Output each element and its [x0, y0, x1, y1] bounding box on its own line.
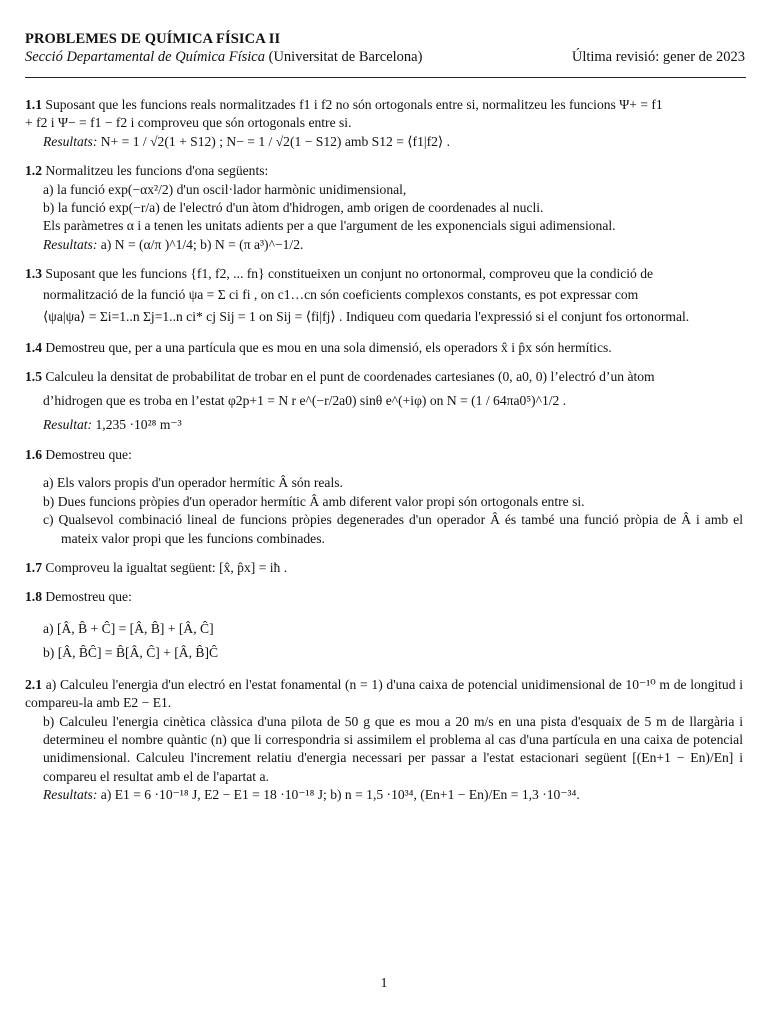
- subitem-b: b) la funció exp(−r/a) de l'electró d'un àtom d'hidrogen, amb origen de coordenades al nucli.: [43, 200, 544, 216]
- problem-text-line: Demostreu que, per a una partícula que es mou en una sola dimensió, els operadors x̂ i p̂x són hermítics.: [45, 339, 612, 355]
- document-title: PROBLEMES DE QUÍMICA FÍSICA II: [25, 31, 281, 47]
- problem-text-line: Suposant que les funcions reals normalitzades f1 i f2 no són ortogonals entre si, normalitzeu les funcions Ψ+ = f1: [45, 97, 663, 112]
- subitem-a: a) [Â, B̂ + Ĉ] = [Â, B̂] + [Â, Ĉ]: [43, 620, 214, 636]
- result-line: [25, 416, 743, 434]
- problem-number: 1.3: [25, 266, 42, 282]
- problem-number: 1.5: [25, 369, 42, 385]
- revision-date: Última revisió: gener de 2023: [571, 49, 745, 65]
- subitem-b: b) Dues funcions pròpies d'un operador hermític Â amb diferent valor propi són ortogonals entre si.: [43, 493, 585, 509]
- problem-number: 1.4: [25, 339, 42, 355]
- subitem-b: b) [Â, B̂Ĉ] = B̂[Â, Ĉ] + [Â, B̂]Ĉ: [43, 644, 219, 660]
- problem-1-4: [25, 339, 743, 357]
- problem-number: 1.2: [25, 163, 42, 179]
- header-divider: [25, 77, 746, 78]
- problem-1-7: [25, 559, 743, 577]
- problem-text-line: Demostreu que:: [45, 446, 132, 462]
- problem-text-line: Calculeu la densitat de probabilitat de trobar en el punt de coordenades cartesianes (0, a0, 0) l’electró d’un àtom: [45, 369, 655, 385]
- result-label: Resultats:: [43, 236, 98, 252]
- problem-1-5: [25, 368, 743, 435]
- subitem-b: b) Calculeu l'energia cinètica clàssica d'una pilota de 50 g que es mou a 20 m/s en una pista d'esquaix de 5 m de llargària i determineu el nombre quàntic (n) que li correspondria si assimilem el problema al cas d'una partícula en una caixa de potencial unidimensional. Calculeu l'increment relatiu d'energia necessari per passar a l'estat estacionari següent [(En+1 − En)/En] i compareu el resultat amb el de l'apartat a.: [43, 713, 743, 784]
- result-label: Resultat:: [43, 417, 93, 433]
- result-line: [25, 786, 743, 804]
- university-name: (Universitat de Barcelona): [265, 49, 423, 65]
- problem-number: 1.6: [25, 446, 42, 462]
- page-number: 1: [380, 976, 388, 991]
- department-name: Secció Departamental de Química Física: [25, 49, 265, 65]
- page-header: [25, 30, 745, 66]
- spacer: [25, 464, 743, 474]
- problem-text-line: Els paràmetres α i a tenen les unitats adients per a que l'argument de les exponencials sigui adimensional.: [43, 218, 616, 234]
- problem-1-2: [25, 162, 743, 254]
- problem-text-line: d’hidrogen que es troba en l’estat φ2p+1 = N r e^(−r/2a0) sinθ e^(+iφ) on N = (1 / 64πa0⁵)^1/2 .: [43, 393, 567, 409]
- result-value: 1,235 ·10²⁸ m⁻³: [95, 417, 182, 433]
- subitem-a: a) Els valors propis d'un operador hermític Â són reals.: [43, 475, 343, 491]
- subitem-c: c) Qualsevol combinació lineal de funcions pròpies degenerades d'un operador Â és també una funció pròpia de Â i amb el mateix valor propi que les funcions combinades.: [43, 512, 743, 546]
- result-value: a) N = (α/π )^1/4; b) N = (π a³)^−1/2.: [100, 236, 304, 252]
- problem-text-line: Normalitzeu les funcions d'ona següents:: [45, 163, 269, 179]
- header-subtitle-row: [25, 48, 745, 66]
- result-line: [25, 236, 743, 254]
- result-line: [25, 133, 743, 151]
- problem-1-6: [25, 446, 743, 548]
- problem-text-line: + f2 i Ψ− = f1 − f2 i comproveu que són ortogonals entre si.: [25, 115, 352, 131]
- subitem-a: a) Calculeu l'energia d'un electró en l'estat fonamental (n = 1) d'una caixa de potencial unidimensional de 10⁻¹⁰ m de longitud i compareu-la amb E2 − E1.: [25, 676, 743, 711]
- problem-number: 1.7: [25, 559, 42, 575]
- problem-text-line: Suposant que les funcions {f1, f2, ... fn} constitueixen un conjunt no ortonormal, comproveu que la condició de: [45, 266, 654, 282]
- problem-list: [25, 96, 743, 816]
- result-value: a) E1 = 6 ·10⁻¹⁸ J, E2 − E1 = 18 ·10⁻¹⁸ J; b) n = 1,5 ·10³⁴, (En+1 − En)/En = 1,3 ·10⁻³⁴.: [100, 787, 580, 803]
- problem-1-3: [25, 265, 743, 327]
- problem-2-1: [25, 676, 743, 805]
- problem-number: 1.1: [25, 97, 42, 112]
- result-label: Resultats:: [43, 787, 98, 803]
- subitem-a: a) la funció exp(−αx²/2) d'un oscil·lador harmònic unidimensional,: [43, 181, 407, 197]
- spacer: [25, 607, 743, 617]
- problem-text-line: Comproveu la igualtat següent: [x̂, p̂x] = iħ .: [45, 559, 288, 575]
- problem-text-line: ⟨ψa|ψa⟩ = Σi=1..n Σj=1..n ci* cj Sij = 1 on Sij = ⟨fi|fj⟩ . Indiqueu com quedaria l'expressió si el conjunt fos ortonormal.: [43, 308, 690, 324]
- problem-1-8: [25, 588, 743, 664]
- problem-text-line: normalització de la funció ψa = Σ ci fi , on c1…cn són coeficients complexos constants, es pot expressar com: [43, 286, 639, 302]
- result-label: Resultats:: [43, 133, 98, 149]
- problem-1-1: [25, 96, 743, 151]
- result-value: N+ = 1 / √2(1 + S12) ; N− = 1 / √2(1 − S12) amb S12 = ⟨f1|f2⟩ .: [100, 133, 451, 149]
- problem-number: 2.1: [25, 676, 42, 692]
- problem-number: 1.8: [25, 589, 42, 605]
- problem-text-line: Demostreu que:: [45, 589, 132, 605]
